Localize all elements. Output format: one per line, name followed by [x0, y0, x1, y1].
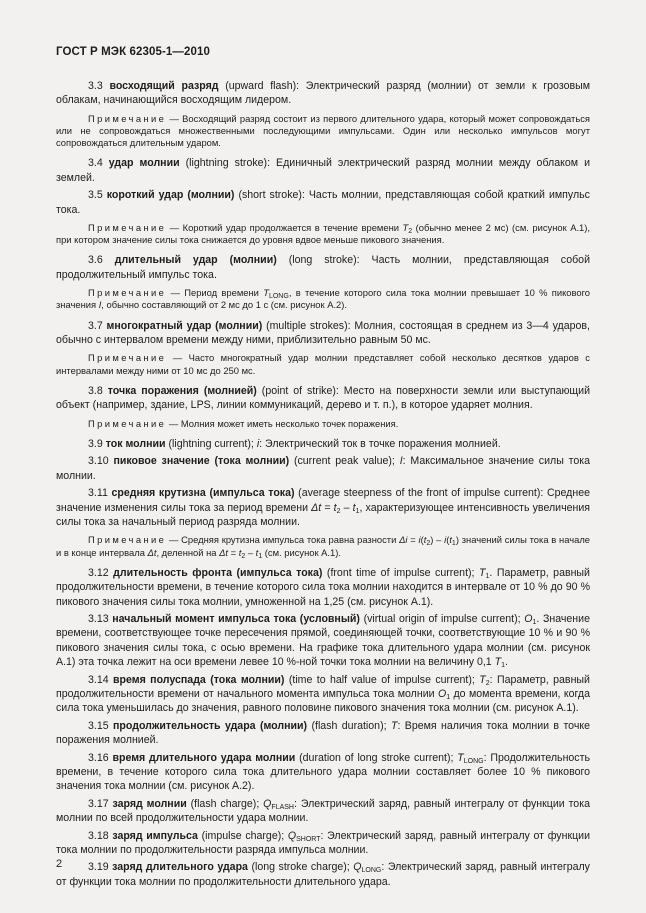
definition-3-18: 3.18 заряд импульса (impulse charge); $Q_{SHORT}$: Электрический заряд, равный интегралу от функции тока молнии по продолжительности разряда импульса молнии.: [56, 829, 590, 857]
definition-3-11: 3.11 средняя крутизна (импульса тока) (average steepness of the front of impulse current): Среднее значение изменения силы тока за период времени $\Delta t = t_2 - t_1$, характеризующее интенсивность увеличения силы тока за начальный период разряда молнии.: [56, 487, 590, 528]
note-label: Примечание: [88, 417, 167, 429]
definition-3-5: 3.5 короткий удар (молнии) (short stroke): Часть молнии, представляющая собой краткий импульс тока.: [56, 189, 590, 216]
definition-3-3: 3.3 восходящий разряд (upward flash): Электрический разряд (молнии) от земли к грозовым облакам, начинающийся восходящим лидером.: [56, 80, 590, 107]
definition-3-14: 3.14 время полуспада (тока молнии) (time to half value of impulse current); $T_2$: Параметр, равный продолжительности времени от начального момента импульса тока молнии $O_1$ до момента времени, когда сила тока уменьшилась до значения, равного половине пикового значения тока молнии (см. рисунок А.1).: [56, 673, 590, 715]
note-label: Примечание: [88, 352, 167, 364]
note-label: Примечание: [88, 112, 167, 124]
note-3-8: Примечание — Молния может иметь несколько точек поражения.: [88, 417, 399, 429]
note-3-5: Примечание — Короткий удар продолжается в течение времени $T_2$ (обычно менее 2 мс) (см. рисунок А.1), при котором значение силы тока снижается до уровня вдвое меньше пикового значения.: [56, 222, 590, 246]
definition-3-12: 3.12 длительность фронта (импульса тока) (front time of impulse current); $T_1$. Параметр, равный продолжительности времени, в течение которого сила тока молнии находится в интервале от 10 % до 90 % пикового значения силы тока молнии, умноженной на 1,25 (см. рисунок А.1).: [56, 566, 590, 608]
definition-3-16: 3.16 время длительного удара молнии (duration of long stroke current); $T_{LONG}$: Продолжительность времени, в течение которого сила тока длительного удара молнии составляет более 10 % пикового значения тока молнии (см. рисунок А.2).: [56, 751, 590, 793]
note-3-3: Примечание — Восходящий разряд состоит из первого длительного удара, который может сопровождаться или не сопровождаться множественными последующими импульсами. Один или несколько импульсов могут сопровождаться длительным ударом.: [56, 112, 590, 149]
note-3-7: Примечание — Часто многократный удар молнии представляет собой несколько десятков ударов с интервалами между ними от 10 мс до 250 мс.: [56, 352, 590, 376]
definition-3-4: 3.4 удар молнии (lightning stroke): Единичный электрический разряд молнии между облаком и землей.: [56, 157, 591, 184]
note-3-11: Примечание — Средняя крутизна импульса тока равна разности $\Delta i = i(t_2) - i(t_1)$ значений силы тока в начале и в конце интервала Δt, деленной на $\Delta t = t_2 - t_1$ (см. рисунок А.1).: [56, 534, 590, 560]
definition-3-17: 3.17 заряд молнии (flash charge); $Q_{FLASH}$: Электрический заряд, равный интегралу от функции тока молнии по всей продолжительности удара молнии.: [56, 797, 590, 825]
definition-3-19: 3.19 заряд длительного удара (long stroke charge); $Q_{LONG}$: Электрический заряд, равный интегралу от функции тока молнии по продолжительности длительного удара.: [56, 861, 590, 888]
note-3-6: Примечание — Период времени $T_{LONG}$, в течение которого сила тока молнии превышает 10 % пикового значения I, обычно составляющий от 2 мс до 1 с (см. рисунок А.2).: [56, 287, 591, 311]
note-label: Примечание: [88, 534, 167, 546]
definition-3-13: 3.13 начальный момент импульса тока (условный) (virtual origin of impulse current); $O_1$. Значение времени, соответствующее точке пересечения прямой, соединяющей точки, соответствующие 10 % и 90 % пикового значения силы тока, с осью времени. На графике тока длительного удара молнии (см. рисунок А.1) эта точка лежит на оси времени левее 10 %-ной точки тока молнии на величину 0,1 $T_1$.: [56, 612, 590, 670]
document-body: [56, 79, 590, 892]
definition-3-15: 3.15 продолжительность удара (молнии) (flash duration); T: Время наличия тока молнии в точке поражения молнией.: [56, 719, 591, 747]
note-label: Примечание: [88, 287, 167, 299]
standard-header: ГОСТ Р МЭК 62305-1—2010: [56, 46, 210, 58]
page-number: 2: [56, 858, 63, 870]
definition-3-9: 3.9 ток молнии (lightning current); i: Электрический ток в точке поражения молнией.: [88, 437, 501, 450]
note-label: Примечание: [88, 222, 167, 234]
definition-3-6: 3.6 длительный удар (молнии) (long stroke): Часть молнии, представляющая собой продолжительный импульс тока.: [56, 254, 590, 281]
definition-3-8: 3.8 точка поражения (молнией) (point of strike): Место на поверхности земли или выступающий объект (например, здание, LPS, линии коммуникаций, дерево и т. п.), в которое ударяет молния.: [56, 384, 590, 412]
definition-3-7: 3.7 многократный удар (молнии) (multiple strokes): Молния, состоящая в среднем из 3—4 ударов, обычно с интервалом времени между ними, приблизительно равным 50 мс.: [56, 319, 590, 347]
definition-3-10: 3.10 пиковое значение (тока молнии) (current peak value); I: Максимальное значение силы тока молнии.: [56, 455, 591, 482]
